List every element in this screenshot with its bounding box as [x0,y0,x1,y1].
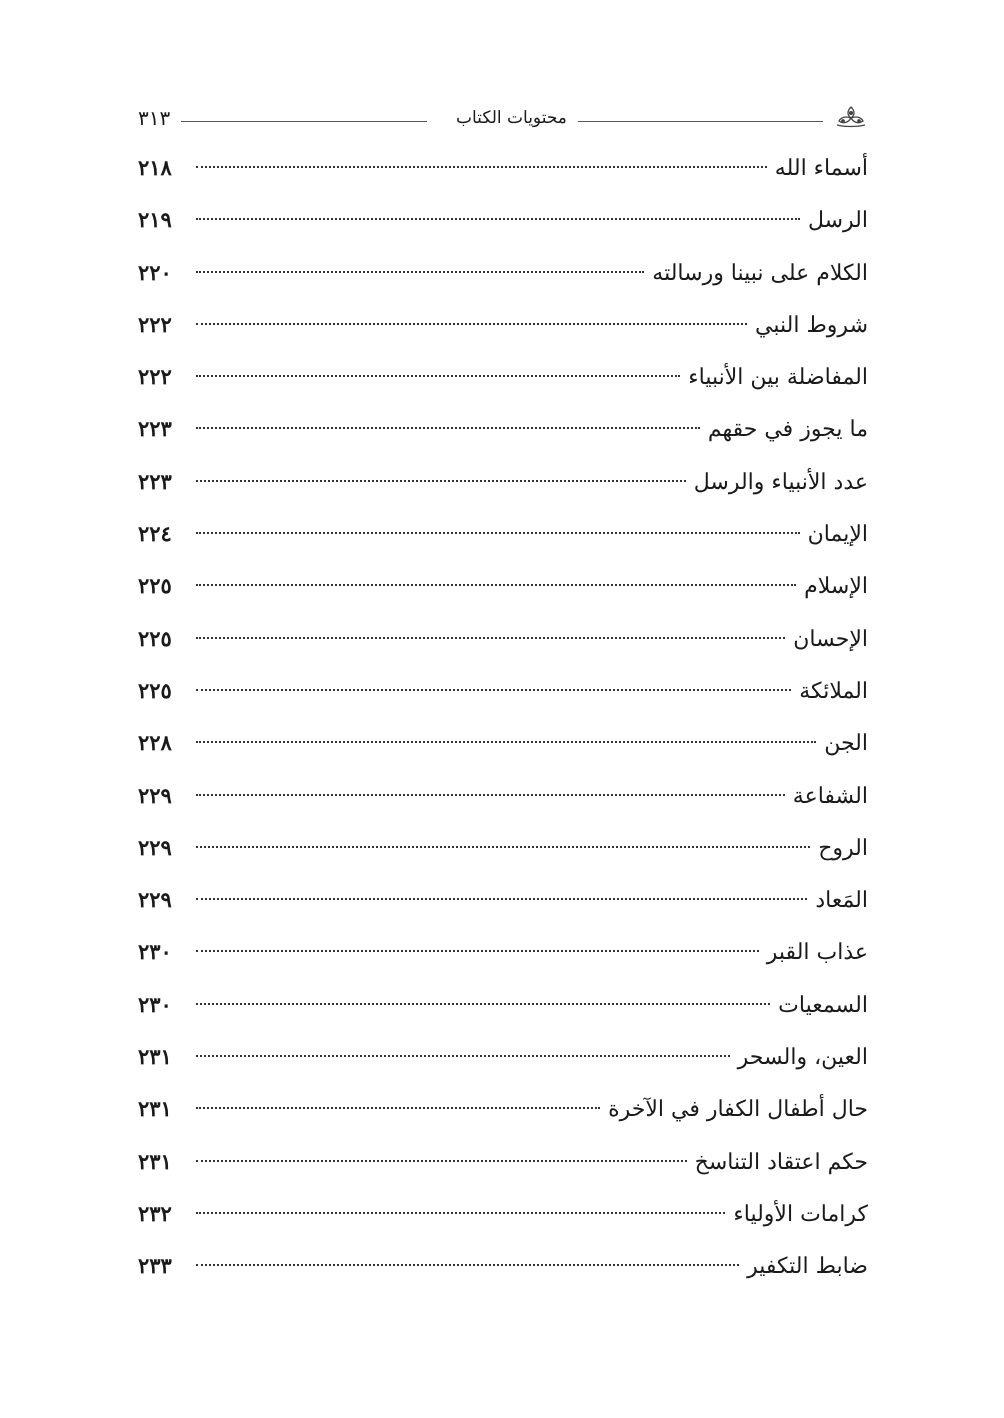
toc-entry-title: ما يجوز في حقهم [707,417,868,443]
toc-entry-title: عدد الأنبياء والرسل [693,469,868,495]
toc-entry-title: الملائكة [799,678,868,704]
dot-leader [196,271,644,273]
toc-entry-page: ٢٢٤ [138,521,172,547]
toc-entry [138,247,868,299]
toc-entry [138,1136,868,1188]
toc-entry-page: ٢٢٨ [138,730,172,756]
toc-entry-page: ٢٢٣ [138,416,172,442]
toc-entry [138,194,868,246]
toc-entry-page: ٢٣١ [138,1148,172,1174]
dot-leader [196,218,800,220]
toc-entry [138,822,868,874]
toc-entry-title: العين، والسحر [737,1045,868,1071]
toc-entry-title: ضابط التكفير [747,1254,868,1280]
toc-entry-title: الجن [824,731,868,757]
toc-entry-title: الإحسان [793,626,868,652]
toc-entry-page: ٢٢٥ [138,573,172,599]
toc-entry-page: ٢٢٣ [138,468,172,494]
toc-entry-page: ٢٣٢ [138,1200,172,1226]
dot-leader [196,480,686,482]
toc-entry [138,717,868,769]
dot-leader [196,1212,725,1214]
toc-entry [138,351,868,403]
dot-leader [196,375,680,377]
header-rule-right [578,121,823,122]
toc-entry-page: ٢٢٩ [138,834,172,860]
toc-entry-title: كرامات الأولياء [733,1201,868,1227]
header-page-number: ٣١٣ [138,106,171,130]
toc-entry-title: الكلام على نبينا ورسالته [652,260,868,286]
dot-leader [196,741,816,743]
toc-entry-page: ٢٢٠ [138,259,172,285]
header-title: محتويات الكتاب [456,108,567,128]
toc-entry [138,665,868,717]
toc-entry [138,770,868,822]
toc-entry [138,1240,868,1292]
table-of-contents [138,142,868,1293]
toc-entry-title: حكم اعتقاد التناسخ [694,1149,868,1175]
toc-entry-page: ٢٢٩ [138,887,172,913]
toc-entry-title: الإيمان [807,522,868,548]
dot-leader [196,323,747,325]
toc-entry-title: الروح [818,835,868,861]
toc-entry-page: ٢٢٩ [138,782,172,808]
dot-leader [196,950,759,952]
toc-entry [138,508,868,560]
toc-entry-page: ٢٣٠ [138,991,172,1017]
toc-entry [138,142,868,194]
toc-entry-title: عذاب القبر [766,940,868,966]
toc-entry-title: الرسل [807,208,868,234]
dot-leader [196,1107,600,1109]
toc-entry-page: ٢١٩ [138,207,172,233]
toc-entry-title: المَعاد [815,888,868,914]
dot-leader [196,584,796,586]
toc-entry-page: ٢٣١ [138,1044,172,1070]
toc-entry-page: ٢٢٥ [138,625,172,651]
dot-leader [196,1003,770,1005]
dot-leader [196,898,807,900]
toc-entry [138,299,868,351]
toc-entry-page: ٢٣٠ [138,939,172,965]
toc-entry-page: ٢٣٣ [138,1253,172,1279]
header-rule-left [181,121,427,122]
dot-leader [196,427,700,429]
dot-leader [196,1160,687,1162]
toc-entry [138,1031,868,1083]
floral-ornament-icon [834,104,868,130]
toc-entry-title: أسماء الله [774,156,868,181]
toc-entry-title: السمعيات [778,992,868,1018]
toc-entry-title: الإسلام [804,574,868,600]
toc-entry [138,926,868,978]
dot-leader [196,532,800,534]
toc-entry-title: المفاضلة بين الأنبياء [688,365,868,391]
toc-entry [138,560,868,612]
dot-leader [196,1055,730,1057]
toc-entry [138,979,868,1031]
toc-entry-page: ٢٣١ [138,1096,172,1122]
toc-entry-page: ٢٢٢ [138,311,172,337]
toc-entry-title: حال أطفال الكفار في الآخرة [608,1097,868,1123]
toc-entry-page: ٢١٨ [138,155,172,180]
toc-entry-title: الشفاعة [792,783,868,809]
dot-leader [196,637,785,639]
dot-leader [196,1264,739,1266]
toc-entry [138,456,868,508]
toc-entry [138,874,868,926]
dot-leader [196,846,810,848]
toc-entry [138,613,868,665]
dot-leader [196,794,785,796]
dot-leader [196,166,767,168]
toc-entry-page: ٢٢٢ [138,364,172,390]
toc-entry [138,1083,868,1135]
running-header [138,100,868,136]
toc-entry-page: ٢٢٥ [138,677,172,703]
toc-entry [138,1188,868,1240]
toc-entry-title: شروط النبي [755,312,868,338]
dot-leader [196,689,791,691]
toc-entry [138,403,868,455]
